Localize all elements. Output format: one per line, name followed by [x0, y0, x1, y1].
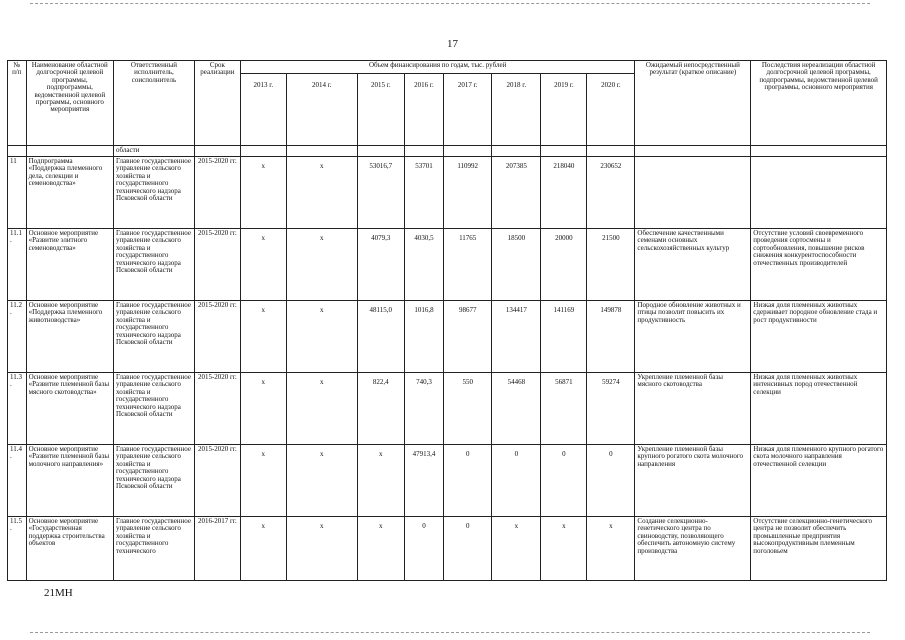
- row-value: х: [492, 517, 541, 581]
- header-year: 2017 г.: [444, 74, 492, 146]
- row-value: 740,3: [404, 373, 443, 445]
- row-value: х: [240, 157, 286, 229]
- row-value: х: [240, 229, 286, 301]
- row-value: х: [357, 445, 404, 517]
- row-value: х: [240, 301, 286, 373]
- scan-top-edge: [30, 3, 870, 4]
- row-value: 0: [444, 517, 492, 581]
- row-value: 1016,8: [404, 301, 443, 373]
- table-row: [8, 229, 887, 301]
- row-result: Обеспечение качественными семенами основных сельскохозяйственных культур: [635, 229, 751, 301]
- scan-bottom-edge: [30, 632, 870, 633]
- row-value: х: [286, 373, 357, 445]
- row-value: 59274: [587, 373, 635, 445]
- header-term: Срок реализации: [194, 61, 240, 146]
- row-num: 11.5.: [8, 517, 27, 581]
- row-value: 134417: [492, 301, 541, 373]
- header-name: Наименование областной долгосрочной целевой программы, подпрограммы, ведомственной целевой программы, основного мероприятия: [26, 61, 113, 146]
- row-term: 2015-2020 гг.: [194, 157, 240, 229]
- row-consequences: Низкая доля племенных животных интенсивных пород отечественной селекции: [751, 373, 887, 445]
- table-row: [8, 445, 887, 517]
- row-consequences: Низкая доля племенного крупного рогатого скота молочного направления отечественной селекции: [751, 445, 887, 517]
- row-value: 110992: [444, 157, 492, 229]
- footer-code: 21МН: [44, 587, 73, 599]
- row-value: 21500: [587, 229, 635, 301]
- row-name: Основное мероприятие «Государственная поддержка строительства объектов: [26, 517, 113, 581]
- row-value: 4030,5: [404, 229, 443, 301]
- row-consequences: Отсутствие условий своевременного проведения сортосмены и сортообновления, повышение рисков снижения конкурентоспособности отечественных производителей: [751, 229, 887, 301]
- row-value: х: [541, 517, 587, 581]
- row-value: 11765: [444, 229, 492, 301]
- row-value: 53016,7: [357, 157, 404, 229]
- row-value: 230652: [587, 157, 635, 229]
- row-value: х: [240, 373, 286, 445]
- row-name: Основное мероприятие «Поддержка племенного животноводства»: [26, 301, 113, 373]
- row-value: 48115,0: [357, 301, 404, 373]
- row-num: 11.4.: [8, 445, 27, 517]
- row-value: 0: [587, 445, 635, 517]
- row-result: Породное обновление животных и птицы позволит повысить их продуктивность: [635, 301, 751, 373]
- row-value: 0: [541, 445, 587, 517]
- row-value: х: [286, 517, 357, 581]
- row-term: 2015-2020 гг.: [194, 445, 240, 517]
- row-name: Основное мероприятие «Развитие племенной базы молочного направления»: [26, 445, 113, 517]
- row-value: х: [286, 229, 357, 301]
- row-result: Укрепление племенной базы крупного рогатого скота молочного направления: [635, 445, 751, 517]
- row-term: 2015-2020 гг.: [194, 301, 240, 373]
- row-value: 141169: [541, 301, 587, 373]
- table-row: [8, 301, 887, 373]
- row-value: х: [240, 517, 286, 581]
- row-value: 218040: [541, 157, 587, 229]
- row-value: 56871: [541, 373, 587, 445]
- row-num: 11.3.: [8, 373, 27, 445]
- header-year: 2015 г.: [357, 74, 404, 146]
- row-consequences: [751, 157, 887, 229]
- row-executor: Главное государственное управление сельского хозяйства и государственного технического надзора Псковской области: [114, 229, 195, 301]
- header-financing: Объем финансирования по годам, тыс. рублей: [240, 61, 635, 74]
- row-value: х: [587, 517, 635, 581]
- row-name: Подпрограмма «Поддержка племенного дела, селекции и семеноводства»: [26, 157, 113, 229]
- row-value: х: [286, 301, 357, 373]
- header-year: 2016 г.: [404, 74, 443, 146]
- row-consequences: Отсутствие селекционно-генетического центра не позволит обеспечить промышленные предприятия высокопродуктивным племенным поголовьем: [751, 517, 887, 581]
- row-executor: Главное государственное управление сельского хозяйства и государственного технического надзора Псковской области: [114, 445, 195, 517]
- row-value: 54468: [492, 373, 541, 445]
- header-consequences: Последствия нереализации областной долгосрочной целевой программы, подпрограммы, ведомственной целевой программы, основного мероприятия: [751, 61, 887, 146]
- row-result: Создание селекционно-генетического центра по свиноводству, позволяющего обеспечить автономную систему производства: [635, 517, 751, 581]
- row-name: Основное мероприятие «Развитие элитного семеноводства»: [26, 229, 113, 301]
- row-result: Укрепление племенной базы мясного скотоводства: [635, 373, 751, 445]
- row-term: 2016-2017 гг.: [194, 517, 240, 581]
- financing-table: [7, 60, 887, 581]
- row-value: х: [286, 157, 357, 229]
- row-term: 2015-2020 гг.: [194, 373, 240, 445]
- row-value: 53701: [404, 157, 443, 229]
- row-num: 11.2.: [8, 301, 27, 373]
- header-executor: Ответственный исполнитель, соисполнитель: [114, 61, 195, 146]
- row-value: 18500: [492, 229, 541, 301]
- continuation-text: области: [114, 146, 195, 157]
- row-name: Основное мероприятие «Развитие племенной базы мясного скотоводства»: [26, 373, 113, 445]
- row-value: 20000: [541, 229, 587, 301]
- row-result: [635, 157, 751, 229]
- row-value: 0: [444, 445, 492, 517]
- row-value: х: [286, 445, 357, 517]
- header-num: № п/п: [8, 61, 27, 146]
- header-year: 2018 г.: [492, 74, 541, 146]
- row-term: 2015-2020 гг.: [194, 229, 240, 301]
- table-row: [8, 373, 887, 445]
- header-year: 2019 г.: [541, 74, 587, 146]
- row-num: 11.1.: [8, 229, 27, 301]
- row-value: х: [240, 445, 286, 517]
- row-value: 98677: [444, 301, 492, 373]
- row-consequences: Низкая доля племенных животных сдерживает породное обновление стада и рост продуктивности: [751, 301, 887, 373]
- row-value: 47913,4: [404, 445, 443, 517]
- continuation-row: [8, 146, 887, 157]
- page-number: 17: [447, 38, 458, 50]
- row-value: 0: [404, 517, 443, 581]
- row-executor: Главное государственное управление сельского хозяйства и государственного технического: [114, 517, 195, 581]
- row-value: х: [357, 517, 404, 581]
- header-year: 2013 г.: [240, 74, 286, 146]
- row-num: 11: [8, 157, 27, 229]
- header-year: 2014 г.: [286, 74, 357, 146]
- row-value: 149878: [587, 301, 635, 373]
- row-value: 550: [444, 373, 492, 445]
- table-row: [8, 517, 887, 581]
- header-result: Ожидаемый непосредственный результат (краткое описание): [635, 61, 751, 146]
- header-year: 2020 г.: [587, 74, 635, 146]
- row-executor: Главное государственное управление сельского хозяйства и государственного технического надзора Псковской области: [114, 301, 195, 373]
- table-row: [8, 157, 887, 229]
- row-executor: Главное государственное управление сельского хозяйства и государственного технического надзора Псковской области: [114, 157, 195, 229]
- row-value: 0: [492, 445, 541, 517]
- row-value: 207385: [492, 157, 541, 229]
- row-value: 4079,3: [357, 229, 404, 301]
- row-value: 822,4: [357, 373, 404, 445]
- row-executor: Главное государственное управление сельского хозяйства и государственного технического надзора Псковской области: [114, 373, 195, 445]
